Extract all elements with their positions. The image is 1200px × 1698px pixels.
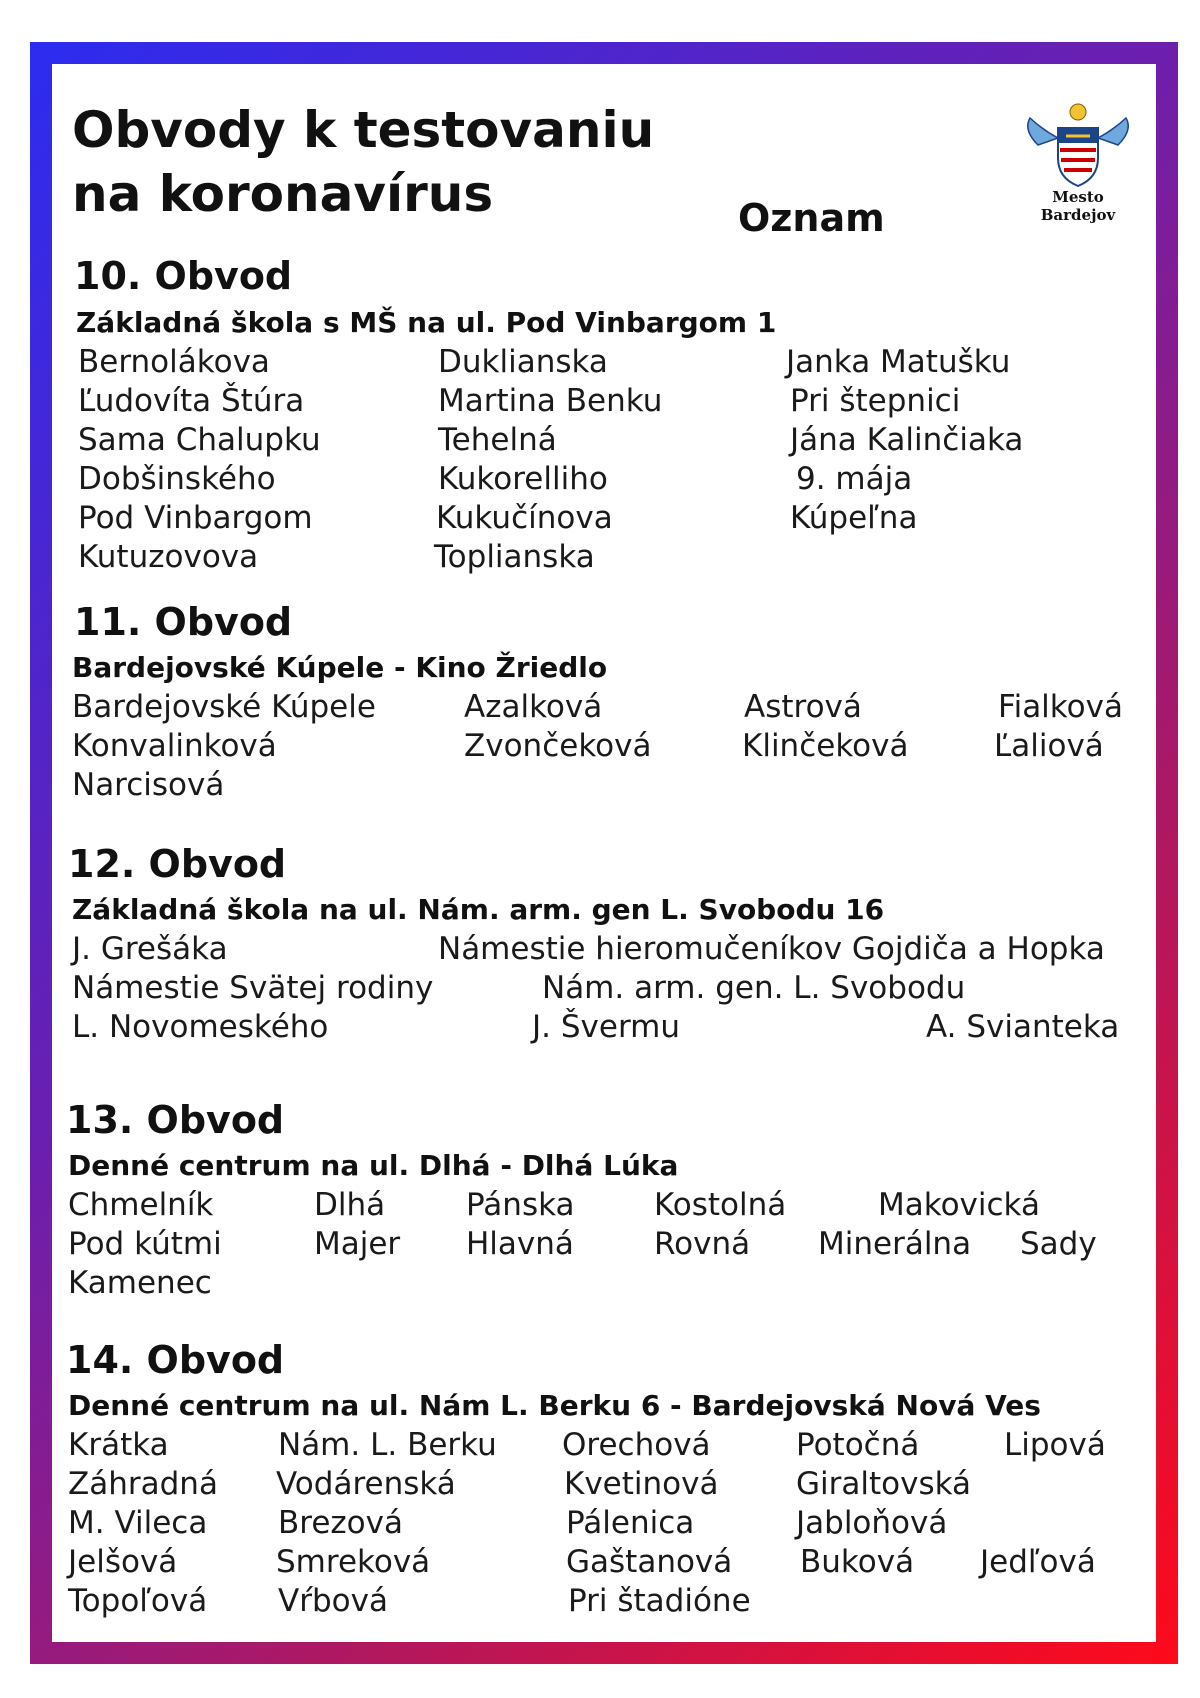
street-name: Topoľová: [68, 1583, 208, 1619]
street-name: Bardejovské Kúpele: [72, 689, 376, 725]
street-name: Martina Benku: [438, 383, 663, 419]
street-name: Dobšinského: [78, 461, 276, 497]
street-name: Janka Matušku: [786, 344, 1011, 380]
street-name: Pod kútmi: [68, 1226, 222, 1262]
street-name: J. Švermu: [532, 1009, 680, 1045]
street-name: Makovická: [878, 1187, 1040, 1223]
district-11-title: 11. Obvod: [74, 600, 293, 644]
street-name: Ľaliová: [994, 728, 1104, 764]
street-name: Buková: [800, 1544, 915, 1580]
street-name: Sama Chalupku: [78, 422, 321, 458]
street-name: Brezová: [278, 1505, 403, 1541]
district-13-location: Denné centrum na ul. Dlhá - Dlhá Lúka: [68, 1149, 679, 1182]
street-name: Nám. arm. gen. L. Svobodu: [542, 970, 966, 1006]
street-name: Pálenica: [566, 1505, 695, 1541]
street-name: Potočná: [796, 1427, 920, 1463]
street-name: Toplianska: [434, 539, 595, 575]
district-12-title: 12. Obvod: [68, 842, 287, 886]
street-name: Astrová: [744, 689, 862, 725]
street-name: Jána Kalinčiaka: [790, 422, 1024, 458]
street-name: Chmelník: [68, 1187, 214, 1223]
street-name: Nám. L. Berku: [278, 1427, 497, 1463]
street-name: Kostolná: [654, 1187, 787, 1223]
street-name: Kvetinová: [564, 1466, 719, 1502]
street-name: Dlhá: [314, 1187, 386, 1223]
street-name: Námestie Svätej rodiny: [72, 970, 434, 1006]
street-name: Rovná: [654, 1226, 751, 1262]
district-12-location: Základná škola na ul. Nám. arm. gen L. Svobodu 16: [72, 893, 885, 926]
street-name: Lipová: [1004, 1427, 1106, 1463]
street-name: Záhradná: [68, 1466, 218, 1502]
city-coat-of-arms-logo: [1018, 100, 1138, 224]
street-name: Narcisová: [72, 767, 225, 803]
street-name: J. Grešáka: [72, 931, 228, 967]
street-name: Tehelná: [438, 422, 557, 458]
street-name: Giraltovská: [796, 1466, 972, 1502]
street-name: Jedľová: [980, 1544, 1096, 1580]
street-name: Vŕbová: [278, 1583, 388, 1619]
street-name: Pri štepnici: [790, 383, 961, 419]
street-name: Ľudovíta Štúra: [78, 383, 305, 419]
district-14-location: Denné centrum na ul. Nám L. Berku 6 - Bardejovská Nová Ves: [68, 1389, 1041, 1422]
district-10-title: 10. Obvod: [74, 254, 293, 298]
street-name: Kukučínova: [436, 500, 613, 536]
street-name: Jelšová: [68, 1544, 178, 1580]
street-name: Hlavná: [466, 1226, 574, 1262]
street-name: Gaštanová: [566, 1544, 733, 1580]
street-name: Majer: [314, 1226, 401, 1262]
street-name: Kutuzovova: [78, 539, 259, 575]
street-name: Orechová: [562, 1427, 711, 1463]
street-name: Kamenec: [68, 1265, 212, 1301]
street-name: Zvončeková: [464, 728, 652, 764]
street-name: Fialková: [998, 689, 1123, 725]
page-title-line1: Obvody k testovaniu: [72, 101, 655, 159]
street-name: L. Novomeského: [72, 1009, 329, 1045]
logo-caption: Mesto Bardejov: [1040, 188, 1116, 224]
street-name: Jabloňová: [796, 1505, 948, 1541]
street-name: Minerálna: [818, 1226, 972, 1262]
street-name: Konvalinková: [72, 728, 277, 764]
coat-of-arms-icon: [1018, 100, 1138, 190]
street-name: Kúpeľna: [790, 500, 918, 536]
street-name: Pri štadióne: [568, 1583, 751, 1619]
district-10-location: Základná škola s MŠ na ul. Pod Vinbargom 1: [76, 306, 777, 339]
street-name: Bernolákova: [78, 344, 270, 380]
street-name: Vodárenská: [276, 1466, 456, 1502]
street-name: Sady: [1020, 1226, 1097, 1262]
street-name: Kukorelliho: [438, 461, 608, 497]
street-name: M. Vileca: [68, 1505, 208, 1541]
street-name: Pod Vinbargom: [78, 500, 313, 536]
street-name: Pánska: [466, 1187, 575, 1223]
street-name: Krátka: [68, 1427, 169, 1463]
district-13-title: 13. Obvod: [66, 1098, 285, 1142]
street-name: 9. mája: [796, 461, 913, 497]
district-11-location: Bardejovské Kúpele - Kino Žriedlo: [72, 651, 608, 684]
street-name: Smreková: [276, 1544, 431, 1580]
street-name: A. Svianteka: [926, 1009, 1120, 1045]
street-name: Námestie hieromučeníkov Gojdiča a Hopka: [438, 931, 1105, 967]
street-name: Duklianska: [438, 344, 608, 380]
notice-label: Oznam: [738, 196, 885, 240]
district-14-title: 14. Obvod: [66, 1338, 285, 1382]
street-name: Azalková: [464, 689, 603, 725]
street-name: Klinčeková: [742, 728, 909, 764]
page-title-line2: na koronavírus: [72, 165, 494, 223]
